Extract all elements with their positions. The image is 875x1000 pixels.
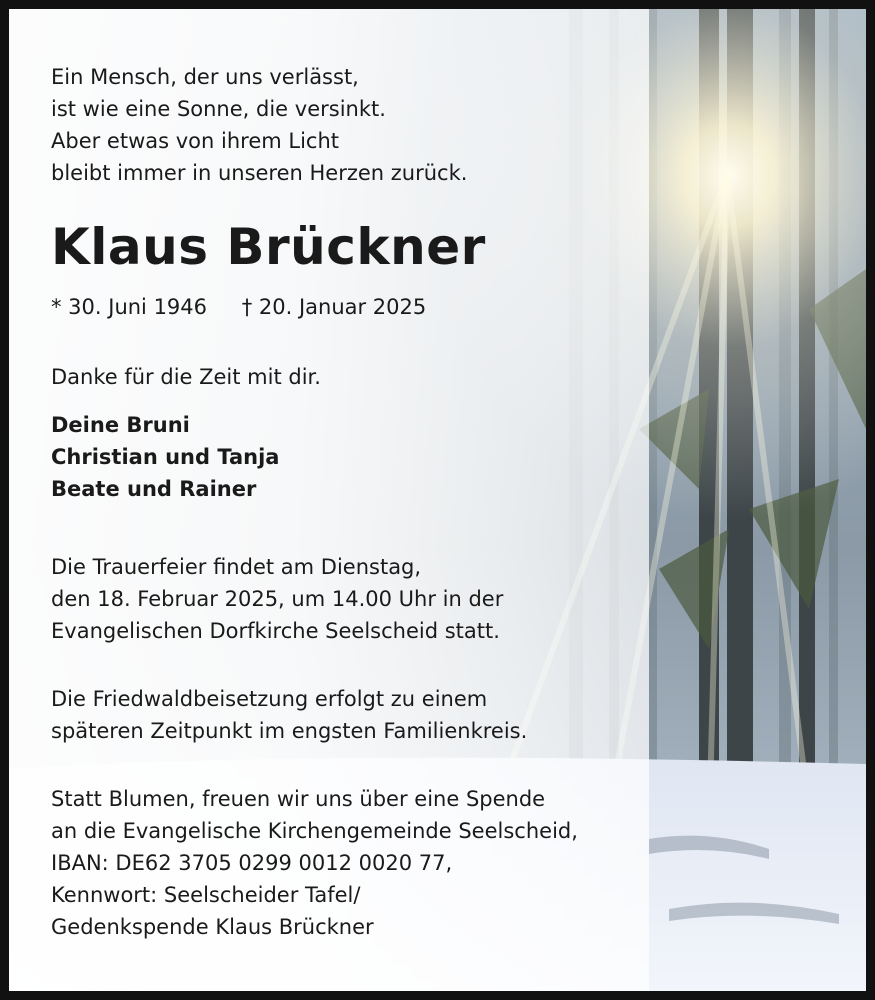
obituary-text [51,61,651,943]
burial-line: späteren Zeitpunkt im engsten Familienkreis. [51,719,528,743]
poem-line: ist wie eine Sonne, die versinkt. [51,97,386,121]
poem-line: Ein Mensch, der uns verlässt, [51,65,359,89]
funeral-line: Evangelischen Dorfkirche Seelscheid statt. [51,619,500,643]
life-dates [51,291,651,323]
funeral-info [51,551,651,647]
deceased-name: Klaus Brückner [51,218,486,276]
burial-line: Die Friedwaldbeisetzung erfolgt zu einem [51,687,488,711]
funeral-line: den 18. Februar 2025, um 14.00 Uhr in der [51,587,504,611]
family-member: Christian und Tanja [51,445,280,469]
donation-line: Kennwort: Seelscheider Tafel/ [51,883,361,907]
family-signatures [51,409,651,505]
poem-line: Aber etwas von ihrem Licht [51,129,339,153]
donation-line: an die Evangelische Kirchengemeinde Seelscheid, [51,819,578,843]
death-date: † 20. Januar 2025 [241,295,427,319]
burial-info [51,683,651,747]
poem-line: bleibt immer in unseren Herzen zurück. [51,161,468,185]
donation-line: Statt Blumen, freuen wir uns über eine Spende [51,787,546,811]
poem [51,61,651,189]
donation-info [51,783,651,943]
birth-date: * 30. Juni 1946 [51,295,208,319]
family-member: Beate und Rainer [51,477,257,501]
family-member: Deine Bruni [51,413,190,437]
donation-line: Gedenkspende Klaus Brückner [51,915,374,939]
funeral-line: Die Trauerfeier findet am Dienstag, [51,555,422,579]
thanks-line: Danke für die Zeit mit dir. [51,365,321,389]
donation-iban: IBAN: DE62 3705 0299 0012 0020 77, [51,851,453,875]
